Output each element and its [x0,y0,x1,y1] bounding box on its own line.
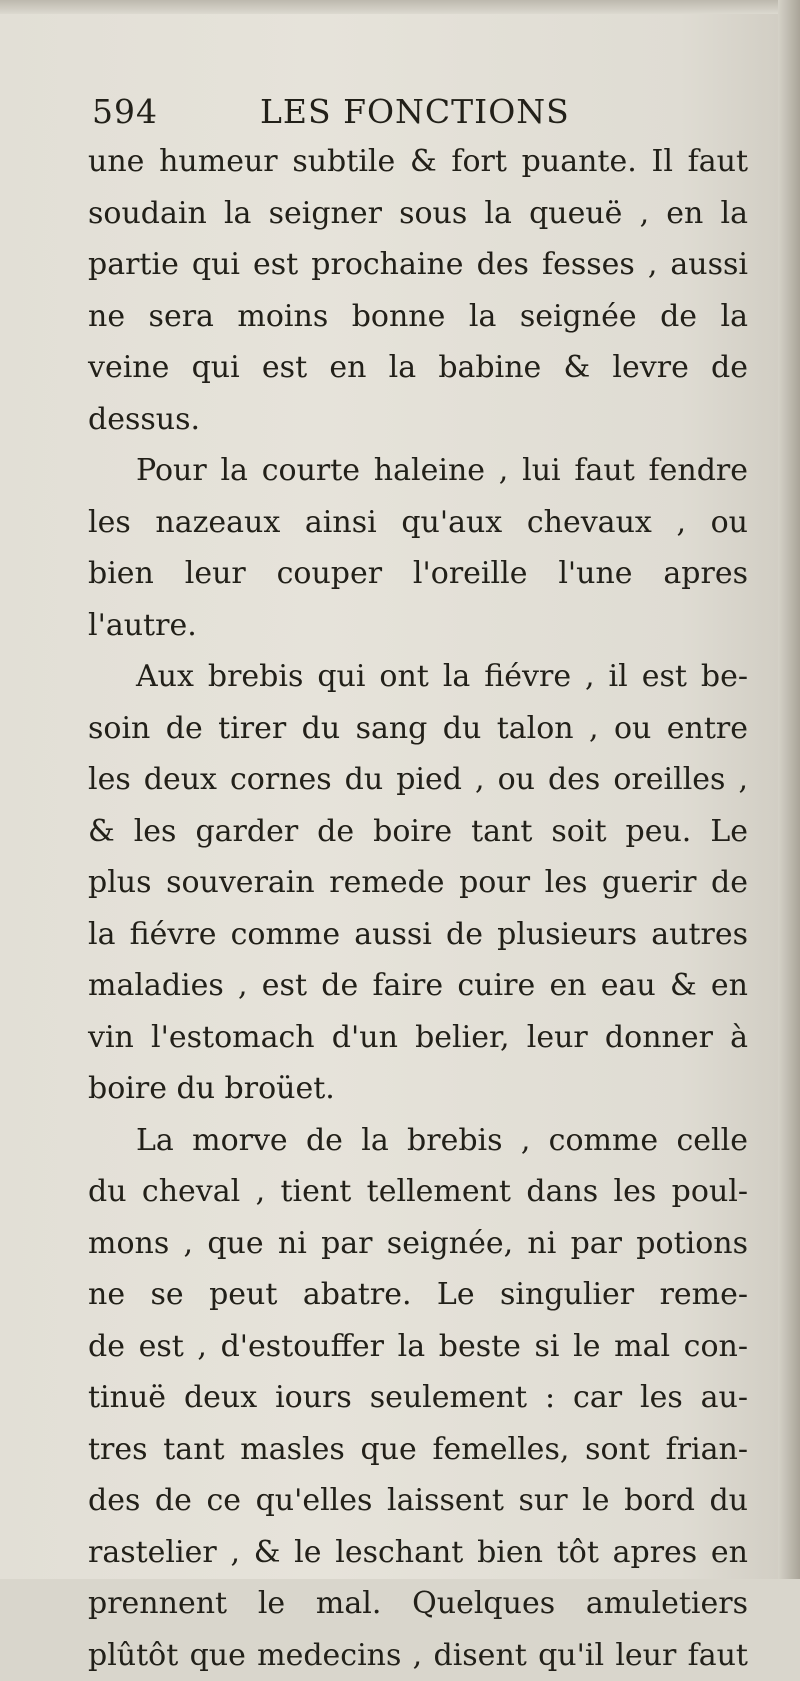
text-line: maladies , est de faire cuire en eau & en [88,960,748,1012]
text-line: Pour la courte haleine , lui faut fendre [88,445,748,497]
running-title: LES FONCTIONS [260,88,570,136]
text-line: La morve de la brebis , comme celle [88,1115,748,1167]
text-line: mons , que ni par seignée, ni par potions [88,1218,748,1270]
paragraph-morve [88,1115,748,1681]
text-line: prennent le mal. Quelques amuletiers [88,1578,748,1630]
running-head [88,88,748,136]
text-line: l'autre. [88,600,748,652]
text-line: de est , d'estouffer la beste si le mal con- [88,1321,748,1373]
paragraph-fievre [88,651,748,1115]
text-line: tinuë deux iours seulement : car les au- [88,1372,748,1424]
text-line: les nazeaux ainsi qu'aux chevaux , ou [88,497,748,549]
paragraph-courte-haleine [88,445,748,651]
text-line: dessus. [88,394,748,446]
text-block [88,88,748,1681]
page-top-edge [0,0,800,14]
text-line: du cheval , tient tellement dans les poul- [88,1166,748,1218]
text-line: Aux brebis qui ont la fiévre , il est be- [88,651,748,703]
text-line: boire du broüet. [88,1063,748,1115]
text-line: soudain la seigner sous la queuë , en la [88,188,748,240]
text-line: plus souverain remede pour les guerir de [88,857,748,909]
text-line: ne sera moins bonne la seignée de la [88,291,748,343]
text-line: une humeur subtile & fort puante. Il faut [88,136,748,188]
text-line: des de ce qu'elles laissent sur le bord du [88,1475,748,1527]
text-line: ne se peut abatre. Le singulier reme- [88,1269,748,1321]
page-number: 594 [92,88,158,136]
page-binding-edge [778,0,800,1579]
text-line: & les garder de boire tant soit peu. Le [88,806,748,858]
text-line: tres tant masles que femelles, sont frian- [88,1424,748,1476]
text-line: soin de tirer du sang du talon , ou entre [88,703,748,755]
text-line: plûtôt que medecins , disent qu'il leur faut [88,1630,748,1681]
text-line: veine qui est en la babine & levre de [88,342,748,394]
text-line: rastelier , & le leschant bien tôt apres en [88,1527,748,1579]
text-line: les deux cornes du pied , ou des oreilles , [88,754,748,806]
text-line: bien leur couper l'oreille l'une apres [88,548,748,600]
text-line: la fiévre comme aussi de plusieurs autres [88,909,748,961]
text-line: vin l'estomach d'un belier, leur donner à [88,1012,748,1064]
paragraph-continuation [88,136,748,445]
text-line: partie qui est prochaine des fesses , aussi [88,239,748,291]
